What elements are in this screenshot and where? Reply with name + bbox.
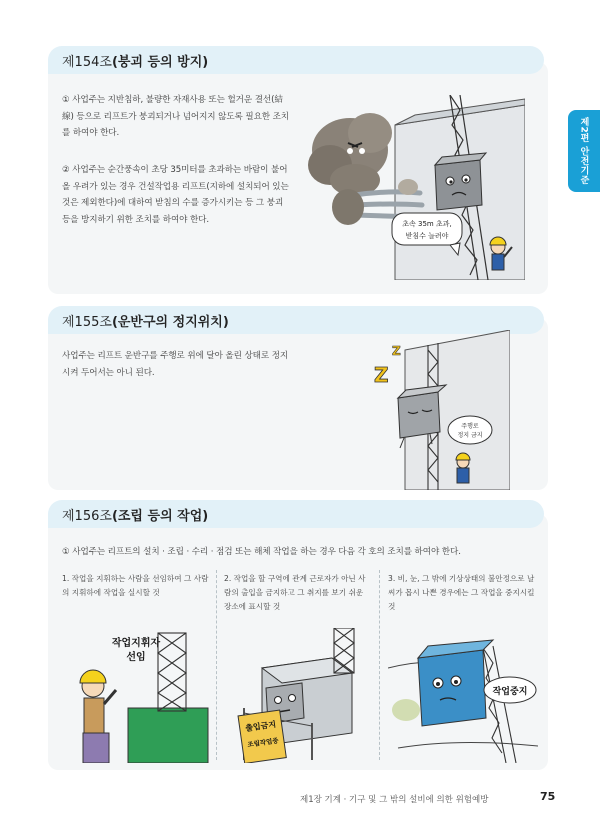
svg-text:주행로: 주행로 (461, 423, 479, 430)
article-154-number: 제154조 (62, 54, 112, 70)
sign-line-2: 선임 (126, 652, 146, 663)
sign-line-1: 작업지휘자 (111, 638, 161, 649)
article-154-title: (붕괴 등의 방지) (111, 54, 209, 70)
worker-character (456, 453, 470, 483)
article-154-para-1: ① 사업주는 지반침하, 불량한 자재사용 또는 헐거운 결선(結線) 등으로 리프트가 붕괴되거나 넘어지지 않도록 필요한 조치를 하여야 한다. (62, 95, 290, 138)
article-156-title: (조립 등의 작업) (111, 508, 209, 524)
storm-cloud-character (308, 113, 392, 196)
svg-text:정지 금지: 정지 금지 (457, 432, 483, 439)
article-156-number: 제156조 (62, 508, 112, 524)
sleep-z-small: Z (392, 344, 401, 358)
article-155-illustration (360, 330, 510, 490)
article-154-illustration (300, 95, 525, 280)
bubble-line-1: 초속 35m 초과, (402, 220, 452, 228)
article-154-heading (48, 46, 544, 74)
article-154-para-2: ② 사업주는 순간풍속이 초당 35미터를 초과하는 바람이 불어올 우려가 있는 경우 건설작업용 리프트(지하에 설치되어 있는 것은 제외한다)에 대하여 받침의 수를 증가시키는 등 그 붕괴 등을 방지하기 위한 조치를 하여야 한다. (62, 165, 289, 225)
article-156-item-1: 1. 작업을 지휘하는 사람을 선임하여 그 사람의 지휘하에 작업을 실시할 것 (62, 574, 209, 597)
worried-lift-character (418, 640, 493, 726)
article-156-illustration-1 (58, 628, 213, 763)
page-number: 75 (540, 790, 556, 803)
svg-text:작업중지: 작업중지 (492, 687, 528, 697)
article-156-illustration-2 (222, 628, 377, 763)
footer-chapter-title: 제1장 기계 · 기구 및 그 밖의 설비에 의한 위험예방 (300, 795, 489, 805)
sleep-z-large: Z (374, 363, 389, 387)
article-155-title: (운반구의 정지위치) (111, 314, 229, 330)
article-156-item-3: 3. 비, 눈, 그 밖에 기상상태의 불안정으로 날씨가 몹시 나쁜 경우에는 그 작업을 중지시킬 것 (388, 574, 535, 611)
article-156-intro: ① 사업주는 리프트의 설치 · 조립 · 수리 · 점검 또는 해체 작업을 하는 경우 다음 각 호의 조치를 하여야 한다. (62, 547, 461, 557)
lift-cage-character (435, 153, 486, 210)
article-156-illustration-3 (388, 628, 538, 763)
column-divider (379, 570, 380, 760)
column-divider (216, 570, 217, 760)
article-155-number: 제155조 (62, 314, 112, 330)
no-entry-sign (238, 710, 286, 763)
svg-text:조립작업중: 조립작업중 (246, 736, 280, 749)
article-156-heading (48, 500, 544, 528)
article-155-para-1: 사업주는 리프트 운반구를 주행로 위에 달아 올린 상태로 정지시켜 두어서는 아니 된다. (62, 351, 289, 378)
article-155-speech-bubble (448, 416, 492, 444)
stop-work-bubble (484, 677, 536, 703)
side-chapter-tab: 제2편 안전기준 (568, 110, 600, 192)
article-156-item-2: 2. 작업을 할 구역에 관계 근로자가 아닌 사람의 출입을 금지하고 그 취지를 보기 쉬운 장소에 표시할 것 (224, 574, 366, 611)
svg-text:출입금지: 출입금지 (244, 719, 277, 733)
bubble-line-2: 받침수 늘려야 (405, 232, 449, 240)
supervisor-character (80, 670, 116, 763)
